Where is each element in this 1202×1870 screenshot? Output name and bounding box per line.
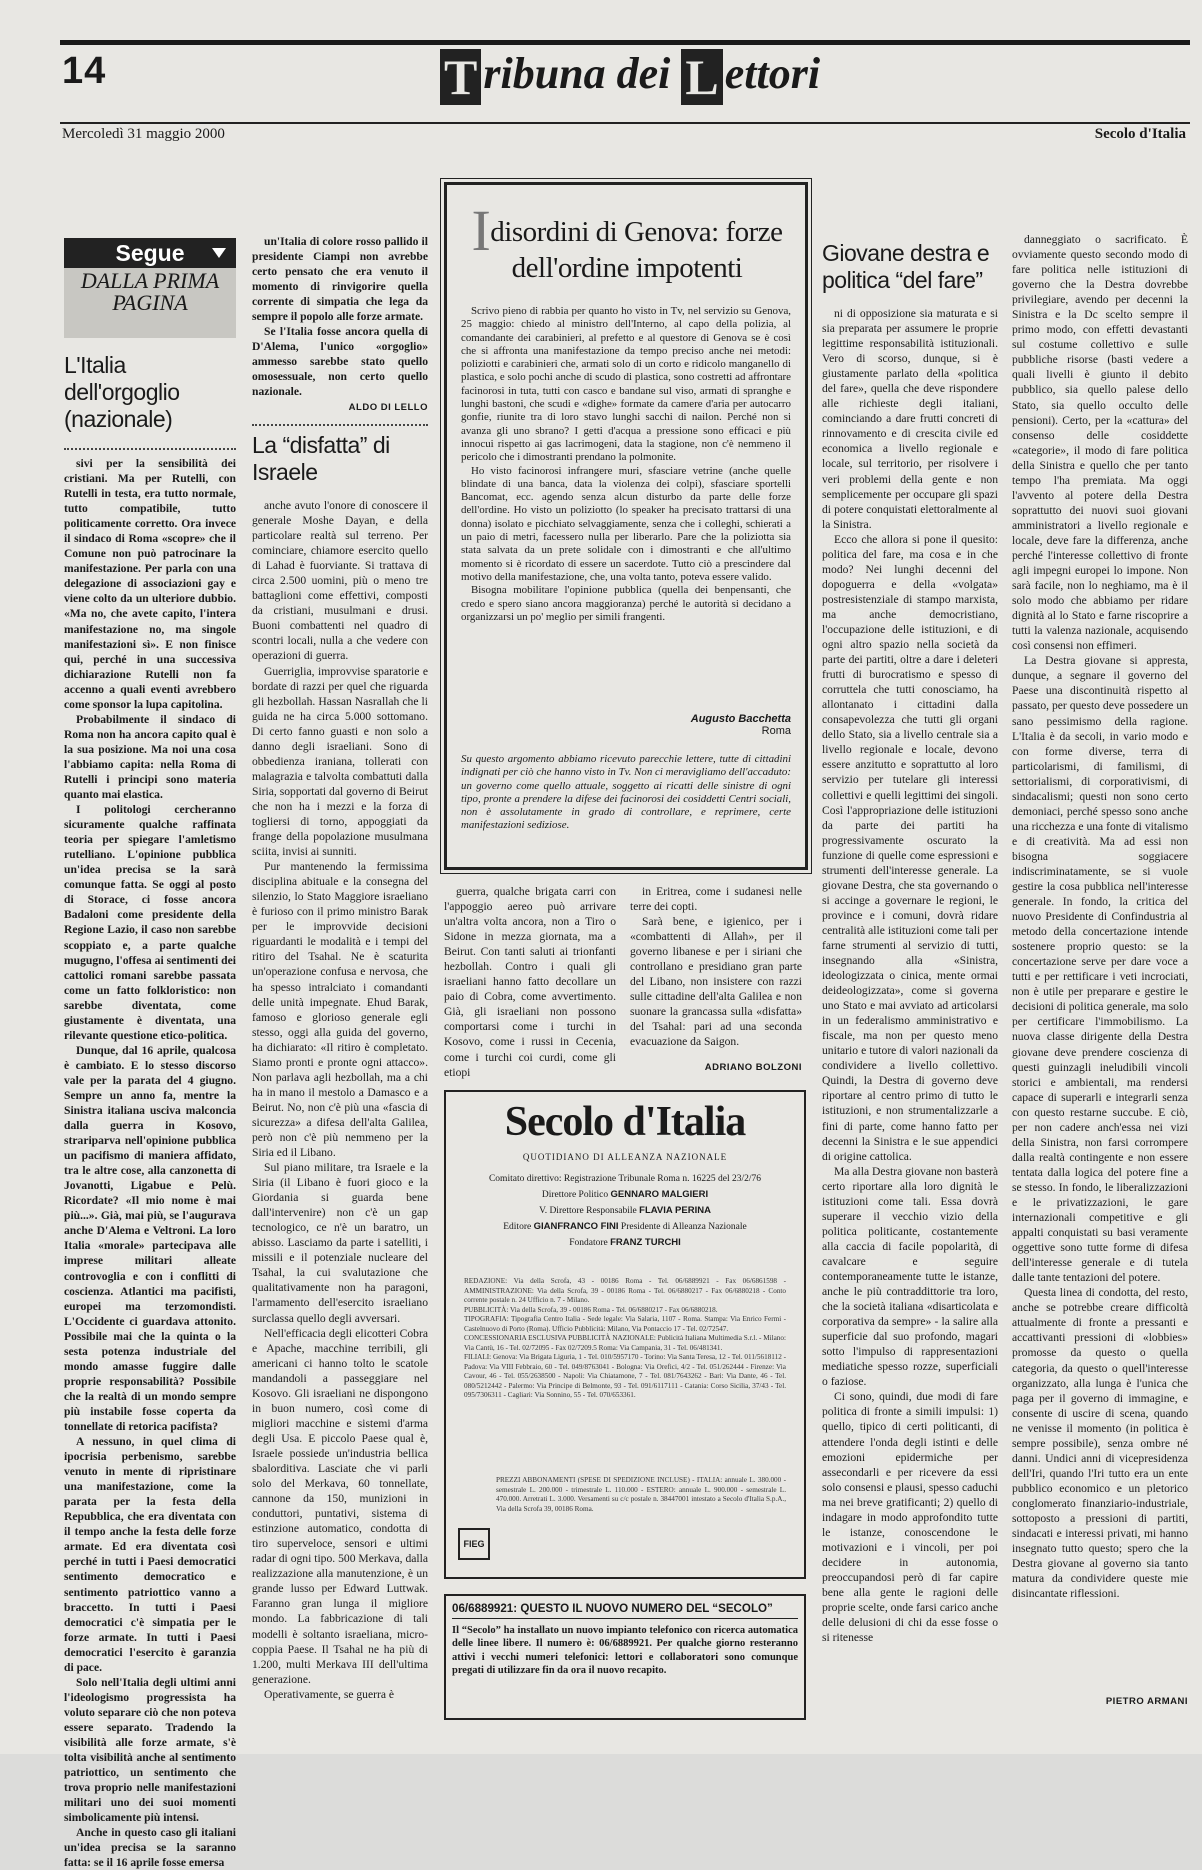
paragraph: TIPOGRAFIA: Tipografia Centro Italia - Sede legale: Via Salaria, 1107 - Roma. Stampa: Via Enrico Fermi - Castelnuovo di Porto (Roma). Ufficio Pubblicità: Milano, Via Pontaccio 17 - Tel. 02/72547. [464, 1315, 786, 1333]
vice-name: FLAVIA PERINA [639, 1205, 711, 1216]
phone-notice-body: Il “Secolo” ha installato un nuovo impianto telefonico con ricerca automatica delle linee libere. Il numero è: 06/6889921. Per qualche giorno resteranno attivi i vecchi numeri telefonici: lettori e collaboratori sono comunque pregati di utilizzare fin da ora il nuovo recapito. [452, 1625, 798, 1676]
paragraph: Solo nell'Italia degli ultimi anni l'ideologismo progressista ha voluto separare ciò che non poteva essere separato. Tradendo la visibilità alle forze armate, s'è tolta visibilità anche al sentimento patriottico, un sentimento che trova proprio nelle manifestazioni militari uno dei suoi momenti simbolicamente più intensi. [64, 1675, 236, 1825]
article1-headline: L'Italia dell'orgoglio (nazionale) [64, 352, 180, 432]
masthead-founder [456, 1235, 794, 1251]
article2-divider [252, 424, 428, 426]
paragraph: Probabilmente il sindaco di Roma non ha ancora capito qual è la sua posizione. Ma noi una cosa l'abbiamo capita: nella Roma di Rutelli i principi sono materia quanto mai elastica. [64, 712, 236, 802]
paragraph: PUBBLICITÀ: Via della Scrofa, 39 - 00186 Roma - Tel. 06/6880217 - Fax 06/6880218. [464, 1305, 718, 1314]
section-title-part-1: ribuna dei [483, 49, 682, 98]
director-name: GENNARO MALGIERI [610, 1189, 709, 1200]
masthead-vice [456, 1203, 794, 1219]
editor-label: Editore [503, 1222, 532, 1232]
founder-label: Fondatore [569, 1238, 608, 1248]
paragraph: Ci sono, quindi, due modi di fare politica di fronte a simili impulsi: 1) quello, tipico di certi politicanti, di attendere l'onda degli istinti e delle emozioni epidermiche per assecondarli e per ricevere da essi solo consensi e plausi, spesso caduchi ma nei breve gratificanti; 2) quello di indagare in modo approfondito tutte le istanze, conoscendone le motivazioni e i vincoli, per poi decidere in autonomia, preoccupandosi però di far capire bene alla gente le ragioni delle proprie scelte, onde farsi carico anche delle delusioni di chi da esse fosse o si ritenesse [822, 1390, 998, 1645]
letter-author-name: Augusto Bacchetta [690, 713, 791, 725]
editor-role: Presidente di Alleanza Nazionale [620, 1222, 747, 1232]
phone-notice-title: 06/6889921: QUESTO IL NUOVO NUMERO DEL “SECOLO” [452, 1602, 798, 1619]
paragraph: Ecco che allora si pone il quesito: politica del fare, ma cosa e in che modo? Nei lunghi decenni del dopoguerra e della «volgata» postresistenziale di stampo marxista, ma anche democristiano, l'occupazione delle istituzioni, e di ogni altro spazio nella società da parte dei partiti, oltre a dare i deleteri frutti di burocratismo e spesso di corruttela che tutti conosciamo, ha allontanato i cittadini dalla consapevolezza che tutti gli organi dello Stato, sia a livello centrale sia a livello regionale e locale, devono essere anzitutto e soprattutto al loro servizio per tutelare gli interessi collettivi e quelli legittimi dei singoli. Così l'appropriazione delle istituzioni da parte dei partiti ha progressivamente oscurato la funzione di quelle come espressioni e strumenti dell'interesse generale. La giovane Destra, che sta governando o si accinge a governare le regioni, le province e i comuni, dovrà ridare centralità alle istituzioni come tali per farne strumenti al servizio di tutti, insegnando alla «Sinistra, ideologizzata o cinica, mente ormai deideologizzata», come si governa uno Stato e mai avviato ad articolarsi in un federalismo amministrativo e fiscale, ma non per questo meno unitario e tutore di valori nazionali da condividere a livello collettivo. Quindi, la Destra di governo deve riportare al centro primo di tutto le istituzioni, e non strumentalizzarle a fini di parte, come hanno fatto per decenni la Sinistra e le sue appendici di origine cattolica. [822, 532, 998, 1163]
letter-author-city: Roma [761, 725, 791, 737]
masthead-box [444, 1090, 806, 1579]
paragraph: un'Italia di colore rosso pallido il presidente Ciampi non avrebbe certo pensato che era venuto il momento di rinvigorire quella corrente di simpatia che lega da sempre il popolo alle forze armate. [252, 235, 428, 324]
paragraph: Dunque, dal 16 aprile, qualcosa è cambiato. E lo stesso discorso vale per la parata del 4 giugno. Sempre un anno fa, mentre la Sinistra italiana usciva malconcia dalla guerra in Kosovo, strariparva nell'opinione pubblica un pacifismo di maniera affidato, tra le altre cose, alla canzonetta di Jovanotti, Ligabue e Pelù. Ricordate? «Il mio nome è mai più...». Già, mai più, se l'augurava anche D'Alema e Veltroni. La loro Italia «morale» partecipava alle imprese militari alleate controvoglia e con i conflitti di coscienza. Atlantici ma pacifisti, europei ma terzomondisti. L'Occidente ci guardava attonito. Possibile mai che la quinta o la sesta potenza industriale del mondo amasse fuggire dalle proprie responsabilità? Possibile che la realtà di un mondo sempre più instabile fosse coperta da tonnellate di retorica pacifista? [64, 1043, 236, 1433]
paragraph: guerra, qualche brigata carri con l'appoggio aereo può arrivare un'altra volta ancora, non a Tiro o Sidone in mezza giornata, ma a Beirut. Con tanti saluti ai trionfanti hezbollah. Contro i quali gli israeliani hanno fatto decollare un paio di Cobra, come avvertimento. Già, gli israeliani non possono comportarsi come i turchi in Kosovo, come i russi in Cecenia, come i turchi coi curdi, come gli etiopi [444, 885, 616, 1079]
column3b-body [444, 884, 616, 1080]
top-rule [60, 40, 1190, 45]
section-title-initial-l: L [681, 49, 722, 105]
column4b-signature: ADRIANO BOLZONI [704, 1062, 802, 1073]
paragraph: Bisogna mobilitare l'opinione pubblica (quella dei benpensanti, che credo e spero siano ancora maggioranza) perché le autorità si decidano a organizzarsi un po' meglio per simili frangenti. [461, 584, 791, 623]
letter-title [459, 198, 795, 286]
article3-headline: Giovane destra e politica “del fare” [822, 240, 990, 293]
article1-body [64, 456, 236, 1870]
paragraph: REDAZIONE: Via della Scrofa, 43 - 00186 Roma - Tel. 06/6889921 - Fax 06/6861598 - AMMINISTRAZIONE: Via della Scrofa, 39 - 00186 Roma - Tel. 06/6880217 - Fax 06/6880218 - Conto corrente postale n. 24 Ufficio n. 7 - Milano. [464, 1277, 786, 1304]
section-title-part-2: ettori [724, 49, 821, 98]
founder-name: FRANZ TURCHI [610, 1237, 681, 1248]
paragraph: sivi per la sensibilità dei cristiani. Ma per Rutelli, con Rutelli in testa, era tutto normale, tutto compatibile, tutto politicamente corretto. Ora invece il sindaco di Roma «scopre» che il Comune non può patrocinare la manifestazione. Per parla con una delegazione di associazioni gay e viene colto da un ulteriore dubbio. «Ma no, che avete capito, l'intera manifestazione no, ma singole manifestazioni sì». E non finisce qui, perché in una successiva dichiarazione Rutelli non fa accenno a quali eventi avrebbero come sponsor la lupa capitolina. [64, 457, 236, 711]
masthead-director [456, 1187, 794, 1203]
header-rule [60, 122, 1190, 124]
paragraph: A nessuno, in quel clima di ipocrisia perbenismo, sarebbe venuto in mente di ripristinare una manifestazione, come la parata per la festa della Repubblica, che era diventata con il tempo anche la festa delle forze armate. Ed era diventata così perché in tutti i Paesi democratici sentimento democratico e sentimento patriottico vanno a braccetto. In tutti i Paesi democratici c'è simpatia per le forze armate. In tutti i Paesi democratici l'esercito è garanzia di pace. [64, 1435, 236, 1674]
segue-badge [64, 238, 236, 338]
column6-signature: PIETRO ARMANI [1105, 1696, 1188, 1707]
masthead-credits [456, 1172, 794, 1251]
column4b-body [630, 884, 802, 1052]
article2-body [252, 498, 428, 1712]
paragraph: danneggiato o sacrificato. È ovviamente questo secondo modo di fare politica nelle istituzioni di governo che la Destra dovrebbe privilegiare, avendo per decenni la Sinistra e la Dc scelto sempre il primo modo, con effetti devastanti sul costume collettivo e sulle pubbliche risorse (basti vedere a quali livelli è giunto il debito pubblico, sia quello palese dello Stato, sia quello occulto delle pensioni). Certo, per la «cattura» del consenso delle cosiddette «categorie», il modo di fare politica della Sinistra e quello che per tanto tempo l'ha premiata. Ma oggi l'avvento al potere della Destra soprattutto dei nuovi suoi giovani amministratori a livello regionale e locale, deve fare la differenza, anche perché l'interesse collettivo di fronte agli impegni europei lo impone. Non sarà facile, non lo neghiamo, ma è il solo modo che abbiamo per ridare dignità al lo Stato e farne riscoprire a tutti la valenza nazionale, acquisendo così consensi non effimeri. [1012, 233, 1188, 653]
paragraph: Se l'Italia fosse ancora quella di D'Alema, l'unico «orgoglio» ammesso sarebbe stato quello omosessuale, non certo quello nazionale. [252, 325, 428, 399]
paragraph: Questa linea di condotta, del resto, anche se potrebbe creare difficoltà attualmente di fronte a pressanti e accattivanti pressioni di «lobbies» promosse da questo o quella categoria, da questo o quell'interesse organizzato, alla lunga è l'unica che paga per il governo di immagine, e consente di uscire di scena, quando ne venisse il momento (in politica è sempre possibile), senza ombre né danni. Undici anni di vicepresidenza dell'Iri, quando l'Iri tutto era un ente pubblico economico e un pletorico conglomerato finanziario-industriale, sottoposto a pressioni di partiti, sindacati e interessi privati, mi hanno insegnato tutto questo; spero che la Destra giovane al governo sia tanto matura da condividere queste mie disincantate riflessioni. [1012, 1286, 1188, 1601]
paragraph: Guerriglia, improvvise sparatorie e bordate di razzi per quel che riguarda gli hezbollah. Hassan Nasrallah che li guida ne ha circa 5.000 sottomano. Di certo fanno guasti e non solo a danno degli israeliani. Sono di obbedienza iraniana, tollerati con malagrazia e talvolta combattuti dalla Siria, sopportati dal governo di Beirut che non ha i mezzi e la forza di togliersi di torno, appoggiati da frange della popolazione musulmana sciita, invisi ai sunniti. [252, 664, 428, 859]
article1-divider [64, 448, 236, 450]
article2-headline: La “disfatta” di Israele [252, 432, 390, 485]
segue-subtitle: DALLA PRIMA PAGINA [64, 268, 236, 338]
paragraph: Pur mantenendo la fermissima disciplina abituale e la consegna del silenzio, lo Stato Maggiore israeliano è furioso con il primo ministro Barak per le improvvide decisioni riguardanti le modalità e i tempi del ritiro del Tsahal. Ne è scaturita un'operazione confusa e nervosa, che ha spesso intralciato i comandanti delle unità impegnate. Ehud Barak, famoso e glorioso generale egli stesso, oggi alla guida del governo, ha dichiarato: «Il ritiro è completato. Siamo pronti e pronte ogni attacco». Non parlava agli hezbollah, ma a chi ha in mano il mestolo a Damasco e a Beirut. No, non c'è più una «fascia di sicurezza» a difesa dell'alta Galilea, però non c'è più nemmeno per la Siria ed il Libano. [252, 860, 428, 1160]
masthead-fine-print [464, 1277, 786, 1401]
triangle-down-icon [212, 248, 226, 258]
issue-date: Mercoledì 31 maggio 2000 [62, 126, 225, 142]
letter-body [461, 305, 791, 624]
column6-body [1012, 232, 1188, 1684]
article3-body [822, 306, 998, 1712]
paragraph: Ho visto facinorosi infrangere muri, sfasciare vetrine (anche quelle blindate di una banca, data la violenza dei colpi), sfasciare sportelli Bancomat, ecc. agendo senza alcun disturbo da parte delle forze dell'ordine. Ho visto un poliziotto (lo speaker ha precisato trattarsi di una donna) isolato e picchiato selvaggiamente, senza che i colleghi, schierati a un paio di metri, facessero nulla per liberarlo. Pare che la poliziotta sia stata salvata da un prete solidale con i dimostranti e che all'ultimo momento si è ricordato di essere un sacerdote. Tutto ciò a prescindere dal motivo della manifestazione, che, una volta tanto, poteva essere valido. [461, 464, 791, 583]
paragraph: Nell'efficacia degli elicotteri Cobra e Apache, macchine terribili, gli americani ci hanno tolto le scatole mandandoli a passeggiare nel Kosovo. Gli israeliani ne dispongono in buon numero, così come di migliori macchine e sistemi d'arma degli Usa. E piccolo Paese qual è, Israele possiede un'industria bellica sbalorditiva. Lasciate che vi parli solo del Merkava, 60 tonnellate, cannone da 150, munizioni in conduttori, puntativi, sistema di estinzione automatico, condotta di tiro superveloce, sensori e ultimi radar di ogni tipo. 500 Merkava, dalla realizzazione alla manutenzione, è un grande lusso per Edward Luttwak. Faranno gran lunga il migliore mondo. La fabbricazione di tali modelli è soltanto israeliana, micro-coppia Paese. Il Tsahal ne ha più di 1.200, multi Merkava III dell'ultima generazione. [252, 1326, 428, 1686]
newspaper-brand: Secolo d'Italia [1094, 126, 1186, 142]
column2-signature: ALDO DI LELLO [348, 402, 428, 413]
column2-body [252, 234, 428, 399]
paragraph: CONCESSIONARIA ESCLUSIVA PUBBLICITÀ NAZIONALE: Publicità Italiana Multimedia S.r.l. - Milano: Via Cantù, 16 - Tel. 02/72095 - Fax 02/7209.5 Roma: Via Campania, 31 - Tel. 06/481341. [464, 1334, 786, 1352]
paragraph: FILIALI: Genova: Via Brigata Liguria, 1 - Tel. 010/5957170 - Torino: Via Santa Teresa, 12 - Tel. 011/5618112 - Padova: Via VIII Febbraio, 60 - Tel. 049/8763041 - Bologna: Via Orefici, 4/2 - Tel. 051/262444 - Firenze: Via Cavour, 46 - Tel. 055/2638500 - Napoli: Via Chiatamone, 7 - Tel. 081/7643262 - Bari: Via Dante, 46 - Tel. 080/5212442 - Palermo: Via Principe di Belmonte, 93 - Tel. 091/6117111 - Catania: Corso Sicilia, 37/43 - Tel. 095/7306311 - Cagliari: Via Sonnino, 55 - Tel. 070/653361. [464, 1353, 786, 1399]
masthead-tagline: QUOTIDIANO DI ALLEANZA NAZIONALE [522, 1152, 728, 1162]
masthead-registration: Comitato direttivo: Registrazione Tribunale Roma n. 16225 del 23/2/76 [488, 1174, 762, 1184]
paragraph: Scrivo pieno di rabbia per quanto ho visto in Tv, nel servizio su Genova, 25 maggio: chiedo al ministro dell'Interno, al capo della polizia, al comandante dei carabinieri, al prefetto e al questore di Genova se è così che si affronta una manifestazione da tempo preciso anche nei metodi: poliziotti e carabinieri che, armati solo di un corto e ridicolo manganello di plastica, e solo pochi anche di scudo di plastica, sono costretti ad affrontare facinorosi in tuta, tutti con casco e bandane sul viso, armati di spranghe e lunghi bastoni, che scudi e «dighe» formate da camere d'aria per autocarro gonfie, riunite tra di loro stavo lunghi sacchi di nailon. Perché non si avanza gli uno sbrano? I getti d'acqua a pressione sono efficaci e più innocui rispetto ai gas lacrimogeni, data la stagione, non c'è nemmeno il pericolo che i dimostranti prendano la polmonite. [461, 305, 791, 464]
segue-label: Segue [64, 238, 236, 268]
paragraph: Anche in questo caso gli italiani un'idea precisa se la saranno fatta: se il 16 aprile fosse emersa [64, 1826, 236, 1870]
paragraph: Sul piano militare, tra Israele e la Siria (il Libano è fuori gioco e la Giordania si guarda bene dall'intervenire) non c'è un gap tecnologico, ce n'è un baratro, un abisso. Lasciamo da parte i satelliti, i missili e il potenziale nucleare del Tsahal, la cui svalutazione che qualitativamente non ha paragoni, l'armamento dell'esercito israeliano surclassa quello degli avversari. [252, 1161, 428, 1325]
director-label: Direttore Politico [541, 1190, 609, 1200]
paragraph: Operativamente, se guerra è [264, 1687, 395, 1701]
paragraph: Sarà bene, e igienico, per i «combattenti di Allah», per il governo libanese e per i siriani che controllano e presidiano gran parte del Libano, non insistere con razzi sulle cittadine dell'alta Galilea e non suonare la grancassa sulla «disfatta» del Tsahal: pari ad una seconda evacuazione da Saigon. [630, 915, 802, 1049]
subscription-info: PREZZI ABBONAMENTI (SPESE DI SPEDIZIONE INCLUSE) - ITALIA: annuale L. 380.000 - semestrale L. 200.000 - trimestrale L. 110.000 - ESTERO: annuale L. 900.000 - semestrale L. 470.000. Arretrati L. 3.000. Versamenti su c/c postale n. 38447001 intestato a Secolo d'Italia S.p.A., Via della Scrofa 39, 00186 Roma. [496, 1476, 786, 1513]
paragraph: ni di opposizione sia maturata e si sia preparata per assumere le proprie legittime responsabilità istituzionali. Vero di scorso, dunque, si è giustamente parlato della «politica del fare», quella che deve rispondere alle richieste degli italiani, cominciando a dare frutti concreti di rinnovamento e di crescita civile ed economica a livello regionale e locale, sul territorio, per risolvere i veri problemi della gente e non semplicemente per occupare gli spazi di potere conquistati elettoralmente al la Sinistra. [822, 307, 998, 531]
paragraph: in Eritrea, come i sudanesi nelle terre dei copti. [630, 885, 802, 914]
fieg-logo: FIEG [458, 1528, 490, 1560]
paragraph: La Destra giovane si appresta, dunque, a segnare il governo del Paese una discontinuità rispetto al passato, per questo deve possedere un sano pessimismo della ragione. L'Italia è da secoli, in vario modo e con forme diverse, terra di particolarismi, di familismi, di settorialismi, di corporativismi, di sindacalismi; questi non sono certo demoniaci, perché spesso sono anche una ricchezza e una fonte di vitalismo e di creatività. Ma ad essi non bisogna soggiacere indiscriminatamente, se si vuole gestire la cosa pubblica nell'interesse generale. In fondo, la critica del nuovo Presidente di Confindustria al metodo della concertazione intende sostenere proprio questo: se la concertazione serve per dare voce a tutti e per rettificare i veti incrociati, non è utile per preparare e gestire le decisioni di politica generale, ma solo per certificare l'immobilismo. La nuova classe dirigente della Destra giovane deve prendere coscienza di questi guinzagli ineludibili vincoli storici e ambientali, ma rendersi capace di superarli e integrarli senza con questo restarne succube. E ciò, per non cadere anch'essa nei vizi della Sinistra, non farsi corrompere dalla realtà contingente e non essere tentata dalla logica del potere fine a se stesso. In fondo, le liberalizzazioni e le privatizzazioni, le gare internazionali competitive e gli appalti conquistati su basi veramente oggettive sono tutte forme di difesa dell'interesse generale e di tutela dalle tante tentazioni del potere. [1012, 654, 1188, 1285]
editor-name: GIANFRANCO FINI [533, 1221, 619, 1232]
vice-label: V. Direttore Responsabile [539, 1206, 637, 1216]
masthead-logo: Secolo d'Italia [504, 1099, 746, 1145]
section-title [440, 48, 820, 105]
paragraph: Ma alla Destra giovane non basterà certo riportare alla loro dignità le istituzioni come tali. Essa dovrà superare il vecchio vizio della politica politicante, costantemente alla caccia di facile popolarità, di cavalcare e seguire contemporaneamente tutte le istanze, anche le più contraddittorie tra loro, che la società italiana «disarticolata e corporativa da sempre» - la salire alla superficie dal suo profondo, magari sotto l'impulso di rappresentazioni mediatiche spesso rozze, superficiali o faziose. [822, 1164, 998, 1389]
paragraph: anche avuto l'onore di conoscere il generale Moshe Dayan, e della particolare realtà sul terreno. Per cominciare, chiamore esercito quello di Lahad è fuorviante. Si trattava di circa 2.500 uomini, più o meno tre battaglioni come effettivi, composti da cristiani, musulmani e drusi. Buoni combattenti nel quadro di scontri locali, nulla a che vedere con operazioni di guerra. [252, 499, 428, 663]
paragraph: I politologi cercheranno sicuramente qualche raffinata teoria per spiegare l'amletismo rutelliano. L'opinione pubblica un'idea precisa se la sarà comunque fatta. Se oggi al posto di Storace, ci fosse ancora Badaloni come presidente della Regione Lazio, il caso non sarebbe scoppiato e, a parte qualche mugugno, l'offesa ai sentimenti dei cattolici romani sarebbe passata come un fatto folkloristico: non sarebbe diventata, come giustamente è diventata, una rilevante questione etico-politica. [64, 803, 236, 1042]
page-number: 14 [62, 50, 107, 92]
letter-author [691, 713, 791, 737]
phone-notice-box [444, 1594, 806, 1720]
letter-title-text: disordini di Genova: forze dell'ordine impotenti [490, 216, 783, 284]
editor-reply: Su questo argomento abbiamo ricevuto parecchie lettere, tutte di cittadini indignati per ciò che hanno visto in Tv. Non ci meravigliamo dell'accaduto: un governo come quello attuale, soggetto ai ricatti delle sinistre di ogni tipo, pronte a prendere la difese dei facinorosi dei cosiddetti Centri sociali, non è assolutamente in grado di controllare, e reprimere, certe manifestazioni sediziose. [461, 753, 791, 832]
section-title-initial-t: T [440, 49, 481, 105]
letter-title-initial: I [471, 198, 491, 263]
letter-box [444, 182, 808, 870]
masthead-editor [456, 1219, 794, 1235]
